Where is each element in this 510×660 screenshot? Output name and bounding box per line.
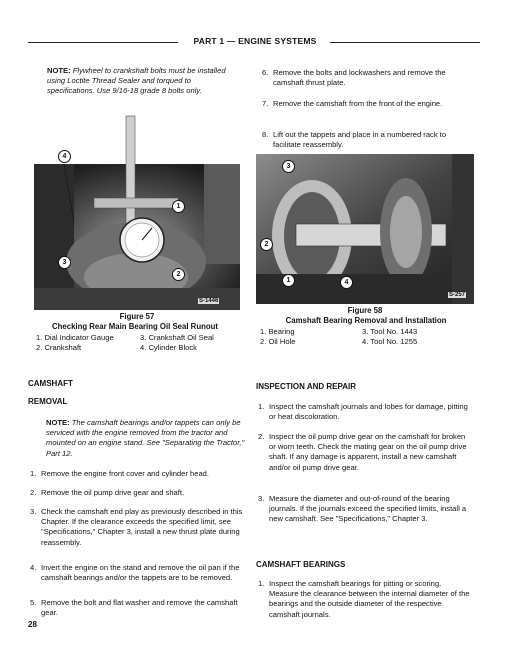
note-text: Flywheel to crankshaft bolts must be installed using Loctite Thread Sealer and torqued to specifications. Use 9/16-18 grade 8 bolts only. xyxy=(47,66,226,96)
step-text: Remove the bolts and lockwashers and remove the camshaft thrust plate. xyxy=(273,68,446,88)
flywheel-note xyxy=(47,66,237,97)
figure-58-photo xyxy=(256,154,474,304)
fig58-callout-4: 4 xyxy=(340,276,353,289)
step-number: 3. xyxy=(30,507,37,516)
step-number: 3. xyxy=(258,494,265,503)
fig57-item-4: 4. Cylinder Block xyxy=(140,343,197,352)
step-text: Inspect the camshaft journals and lobes for damage, pitting or heat discoloration. xyxy=(269,402,468,422)
step-text: Remove the oil pump drive gear and shaft. xyxy=(41,488,185,497)
fig58-callout-2: 2 xyxy=(260,238,273,251)
step-text: Remove the bolt and flat washer and remove the camshaft gear. xyxy=(41,598,238,618)
fig58-callout-1: 1 xyxy=(282,274,295,287)
figure-57-photo xyxy=(34,112,240,310)
fig57-callout-4: 4 xyxy=(58,150,71,163)
removal-note-text: The camshaft bearings and/or tappets can only be serviced with the engine removed from the tractor and mounted on an engine stand. See "Separating the Tractor," Part 12. xyxy=(46,418,245,458)
fig57-photo-id: S-1446 xyxy=(199,298,219,304)
step-number: 5. xyxy=(30,598,37,607)
camshaft-heading: CAMSHAFT xyxy=(28,379,73,388)
fig57-callout-3: 3 xyxy=(58,256,71,269)
fig58-callout-3: 3 xyxy=(282,160,295,173)
fig57-callout-2: 2 xyxy=(172,268,185,281)
step-text: Remove the camshaft from the front of the engine. xyxy=(273,99,443,108)
fig58-item-3: 3. Tool No. 1443 xyxy=(362,327,418,336)
page-header-text: PART 1 — ENGINE SYSTEMS xyxy=(190,36,321,46)
removal-note-label: NOTE: xyxy=(46,418,70,427)
page-header xyxy=(0,36,510,46)
step-number: 1. xyxy=(258,402,265,411)
step-text: Remove the engine front cover and cylinder head. xyxy=(41,469,210,478)
fig57-callout-1: 1 xyxy=(172,200,185,213)
note-label: NOTE: xyxy=(47,66,71,75)
step-number: 4. xyxy=(30,563,37,572)
fig57-item-1: 1. Dial Indicator Gauge xyxy=(36,333,114,342)
step-text: Inspect the camshaft bearings for pitting or scoring. Measure the clearance between the internal diameter of the bearings and the outside diameter of the respective camshaft journals. xyxy=(269,579,470,619)
fig58-item-1: 1. Bearing xyxy=(260,327,295,336)
step-number: 8. xyxy=(262,130,269,139)
figure-57-title: Checking Rear Main Bearing Oil Seal Runout xyxy=(52,322,218,331)
step-text: Measure the diameter and out-of-round of the bearing journals. If the journals exceed the specified limits, install a new camshaft. See "Specifications," Chapter 3. xyxy=(269,494,467,524)
dial-indicator-illustration xyxy=(34,112,240,310)
step-number: 2. xyxy=(258,432,265,441)
step-number: 2. xyxy=(30,488,37,497)
step-text: Inspect the oil pump drive gear on the camshaft for broken or worn teeth. Check the mating gear on the oil pump drive shaft. If any damage is apparent, install a new camshaft and/or oil pump drive gear. xyxy=(269,432,467,472)
step-number: 1. xyxy=(258,579,265,588)
fig58-item-2: 2. Oil Hole xyxy=(260,337,296,346)
step-text: Check the camshaft end play as previously described in this Chapter. If the clearance exceeds the specified limit, see "Specifications," Chapter 3, install a new thrust plate during reassembly. xyxy=(41,507,243,547)
step-number: 6. xyxy=(262,68,269,77)
inspection-heading: INSPECTION AND REPAIR xyxy=(256,382,357,391)
fig57-item-3: 3. Crankshaft Oil Seal xyxy=(140,333,214,342)
step-number: 1. xyxy=(30,469,37,478)
fig58-photo-id: S-257 xyxy=(449,292,466,298)
camshaft-bearings-heading: CAMSHAFT BEARINGS xyxy=(256,560,346,569)
fig58-item-4: 4. Tool No. 1255 xyxy=(362,337,418,346)
step-text: Lift out the tappets and place in a numbered rack to facilitate reassembly. xyxy=(273,130,447,150)
removal-heading: REMOVAL xyxy=(28,397,68,406)
fig57-item-2: 2. Crankshaft xyxy=(36,343,82,352)
step-text: Invert the engine on the stand and remove the oil pan if the camshaft bearings and/or the tappets are to be removed. xyxy=(41,563,240,583)
figure-57-number: Figure 57 xyxy=(119,312,155,321)
step-number: 7. xyxy=(262,99,269,108)
page-number: 28 xyxy=(28,620,37,629)
removal-note xyxy=(46,418,246,459)
figure-58-number: Figure 58 xyxy=(347,306,383,315)
figure-58-title: Camshaft Bearing Removal and Installation xyxy=(285,316,447,325)
